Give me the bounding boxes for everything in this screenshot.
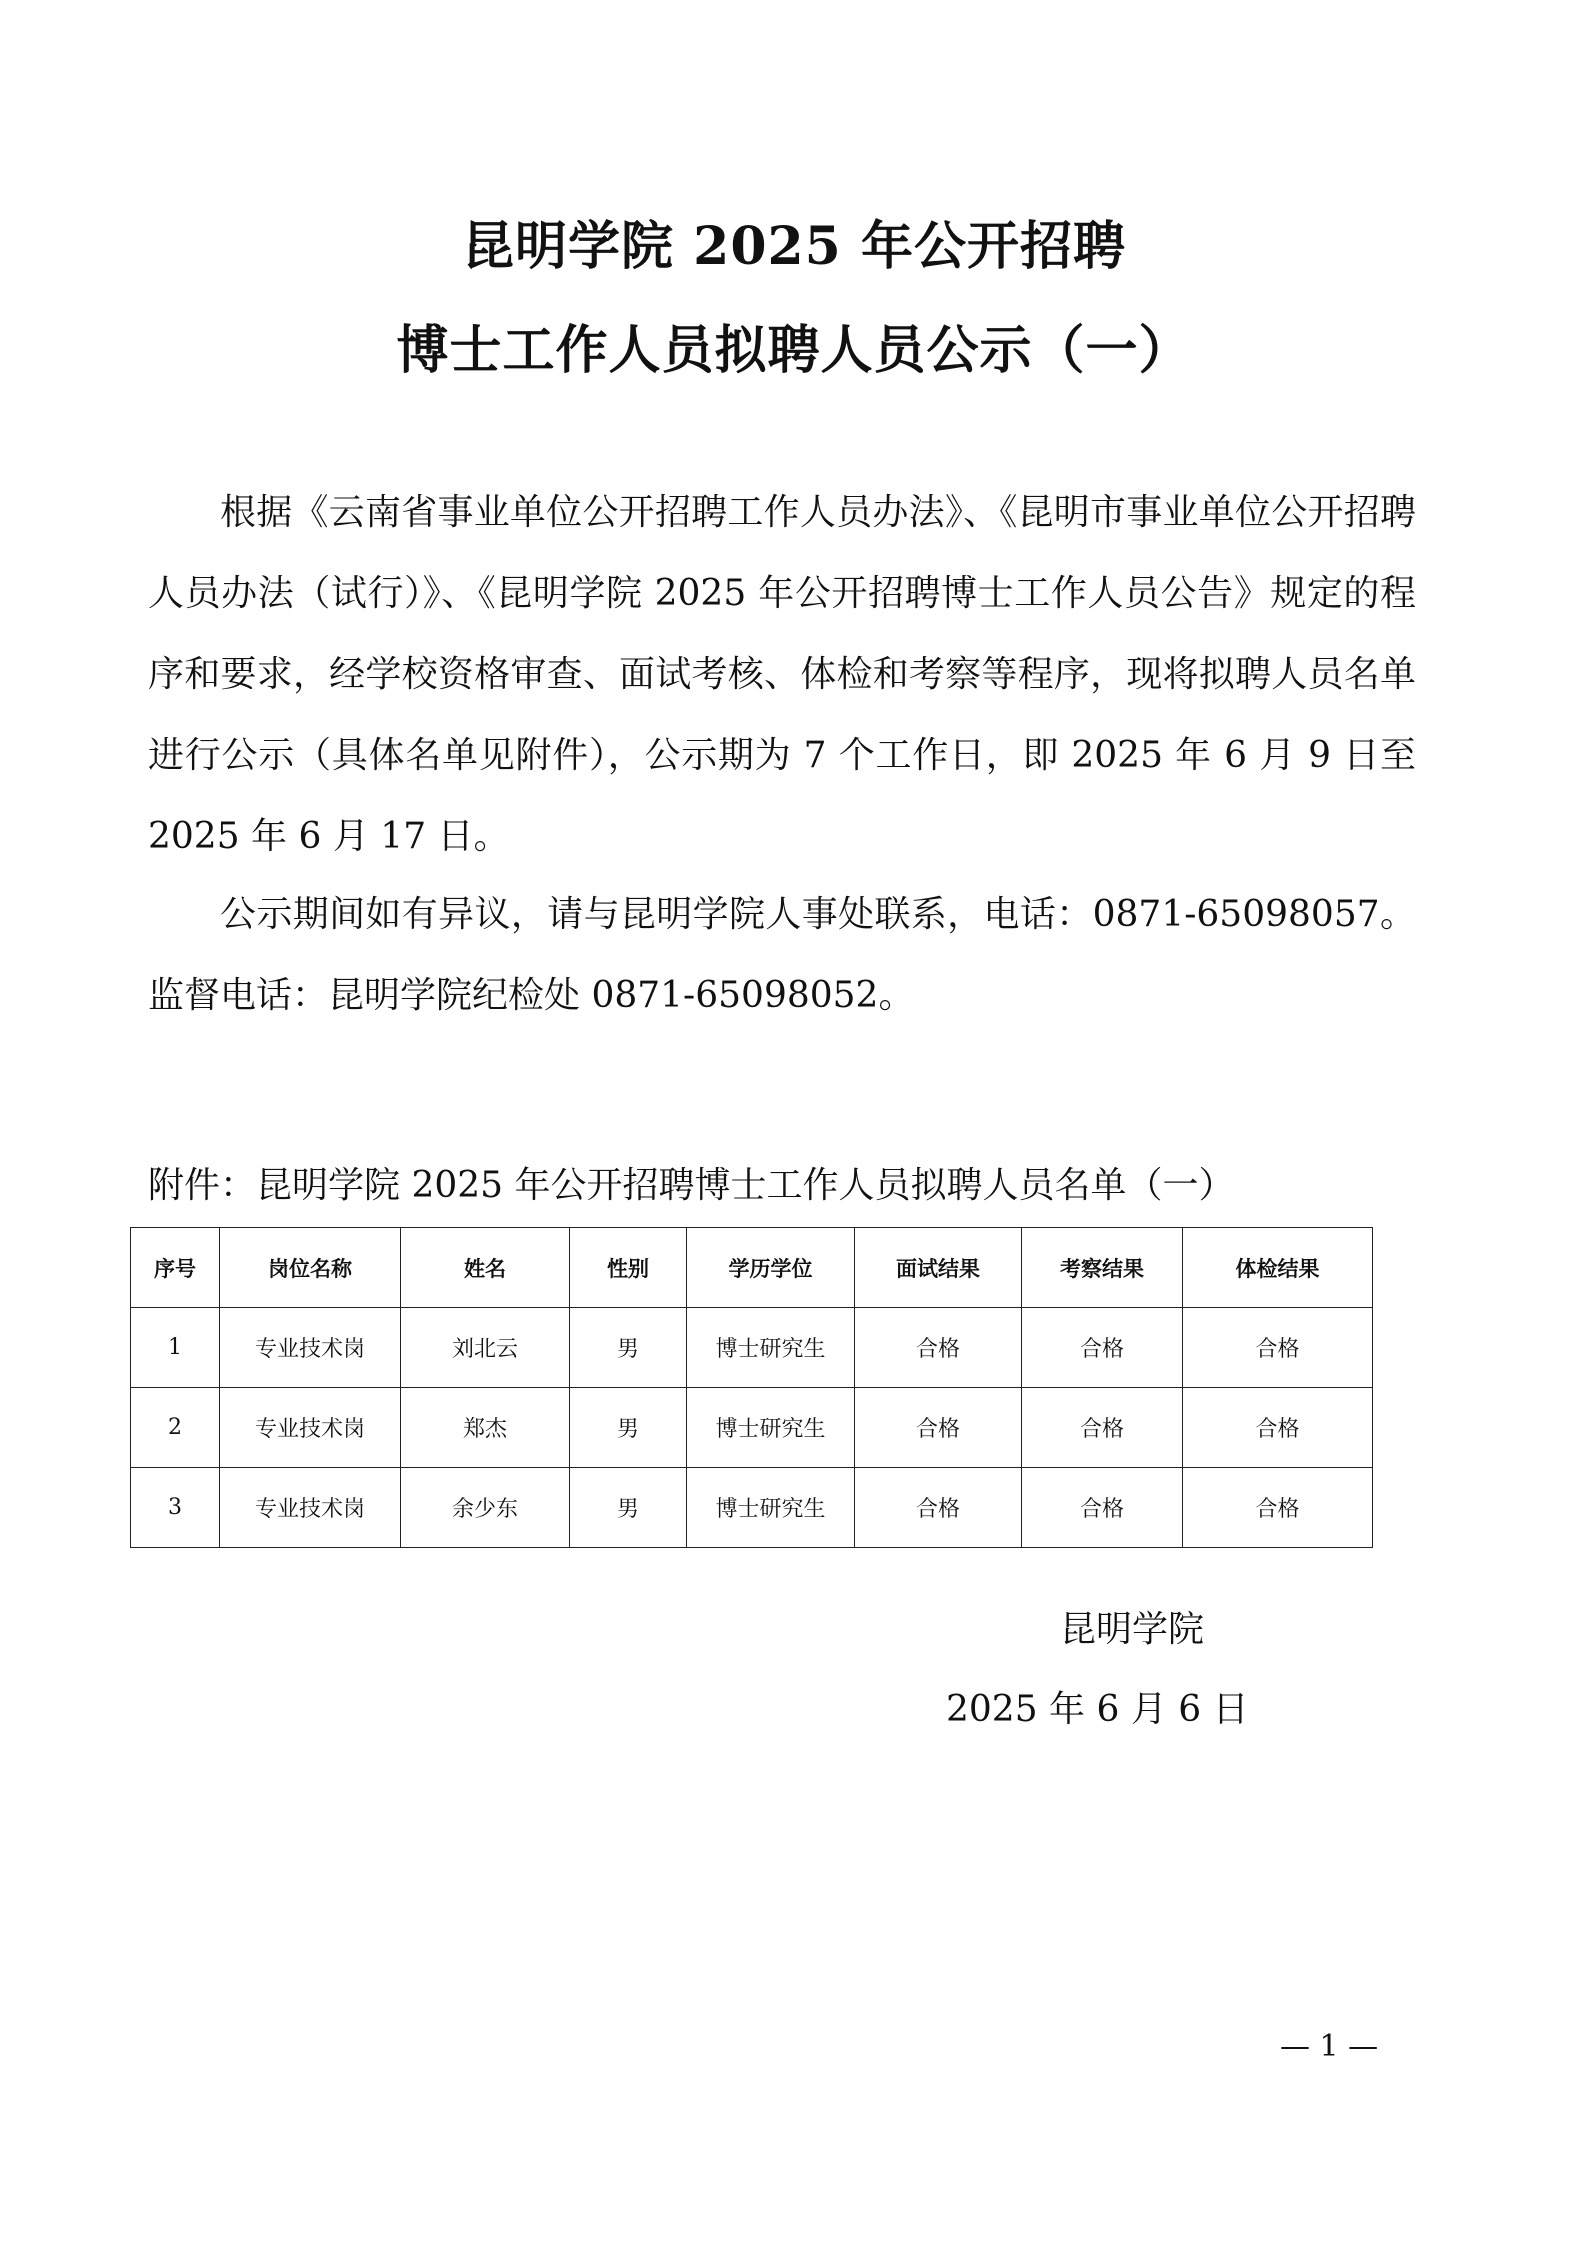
cell-serial: 3	[131, 1468, 220, 1548]
header-education: 学历学位	[687, 1228, 855, 1308]
signature-date: 2025 年 6 月 6 日	[946, 1689, 1249, 1730]
cell-inspection-result: 合格	[1022, 1468, 1183, 1548]
document-title-line-1: 昆明学院 2025 年公开招聘	[462, 216, 1126, 277]
document-title-line-2: 博士工作人员拟聘人员公示（一）	[396, 320, 1192, 381]
cell-education: 博士研究生	[687, 1468, 855, 1548]
cell-inspection-result: 合格	[1022, 1388, 1183, 1468]
cell-education: 博士研究生	[687, 1308, 855, 1388]
cell-gender: 男	[570, 1468, 687, 1548]
cell-interview-result: 合格	[855, 1468, 1022, 1548]
cell-name: 刘北云	[401, 1308, 570, 1388]
cell-serial: 2	[131, 1388, 220, 1468]
table-row	[131, 1468, 1373, 1548]
header-position: 岗位名称	[220, 1228, 401, 1308]
attachment-caption: 附件：昆明学院 2025 年公开招聘博士工作人员拟聘人员名单（一）	[148, 1165, 1235, 1206]
table-header-row	[131, 1228, 1373, 1308]
body-paragraph-2: 公示期间如有异议，请与昆明学院人事处联系，电话：0871-65098057。监督电话：昆明学院纪检处 0871-65098052。	[148, 894, 1416, 1016]
cell-education: 博士研究生	[687, 1388, 855, 1468]
cell-interview-result: 合格	[855, 1308, 1022, 1388]
cell-gender: 男	[570, 1388, 687, 1468]
cell-position: 专业技术岗	[220, 1308, 401, 1388]
cell-interview-result: 合格	[855, 1388, 1022, 1468]
cell-medical-result: 合格	[1183, 1308, 1373, 1388]
header-name: 姓名	[401, 1228, 570, 1308]
cell-position: 专业技术岗	[220, 1388, 401, 1468]
header-inspection-result: 考察结果	[1022, 1228, 1183, 1308]
signature-organization: 昆明学院	[1060, 1609, 1205, 1650]
header-serial: 序号	[131, 1228, 220, 1308]
cell-medical-result: 合格	[1183, 1388, 1373, 1468]
header-gender: 性别	[570, 1228, 687, 1308]
cell-serial: 1	[131, 1308, 220, 1388]
candidate-table	[130, 1227, 1373, 1548]
header-medical-result: 体检结果	[1183, 1228, 1373, 1308]
cell-name: 郑杰	[401, 1388, 570, 1468]
cell-inspection-result: 合格	[1022, 1308, 1183, 1388]
table-row	[131, 1308, 1373, 1388]
page-number: — 1 —	[1280, 2029, 1379, 2064]
table-row	[131, 1388, 1373, 1468]
cell-gender: 男	[570, 1308, 687, 1388]
cell-position: 专业技术岗	[220, 1468, 401, 1548]
cell-medical-result: 合格	[1183, 1468, 1373, 1548]
cell-name: 余少东	[401, 1468, 570, 1548]
header-interview-result: 面试结果	[855, 1228, 1022, 1308]
body-paragraph-1: 根据《云南省事业单位公开招聘工作人员办法》、《昆明市事业单位公开招聘人员办法（试行）》、《昆明学院 2025 年公开招聘博士工作人员公告》规定的程序和要求，经学校资格审查、面试考核、体检和考察等程序，现将拟聘人员名单进行公示（具体名单见附件），公示期为 7 个工作日，即 2025 年 6 月 9 日至 2025 年 6 月 17 日。	[148, 492, 1416, 857]
